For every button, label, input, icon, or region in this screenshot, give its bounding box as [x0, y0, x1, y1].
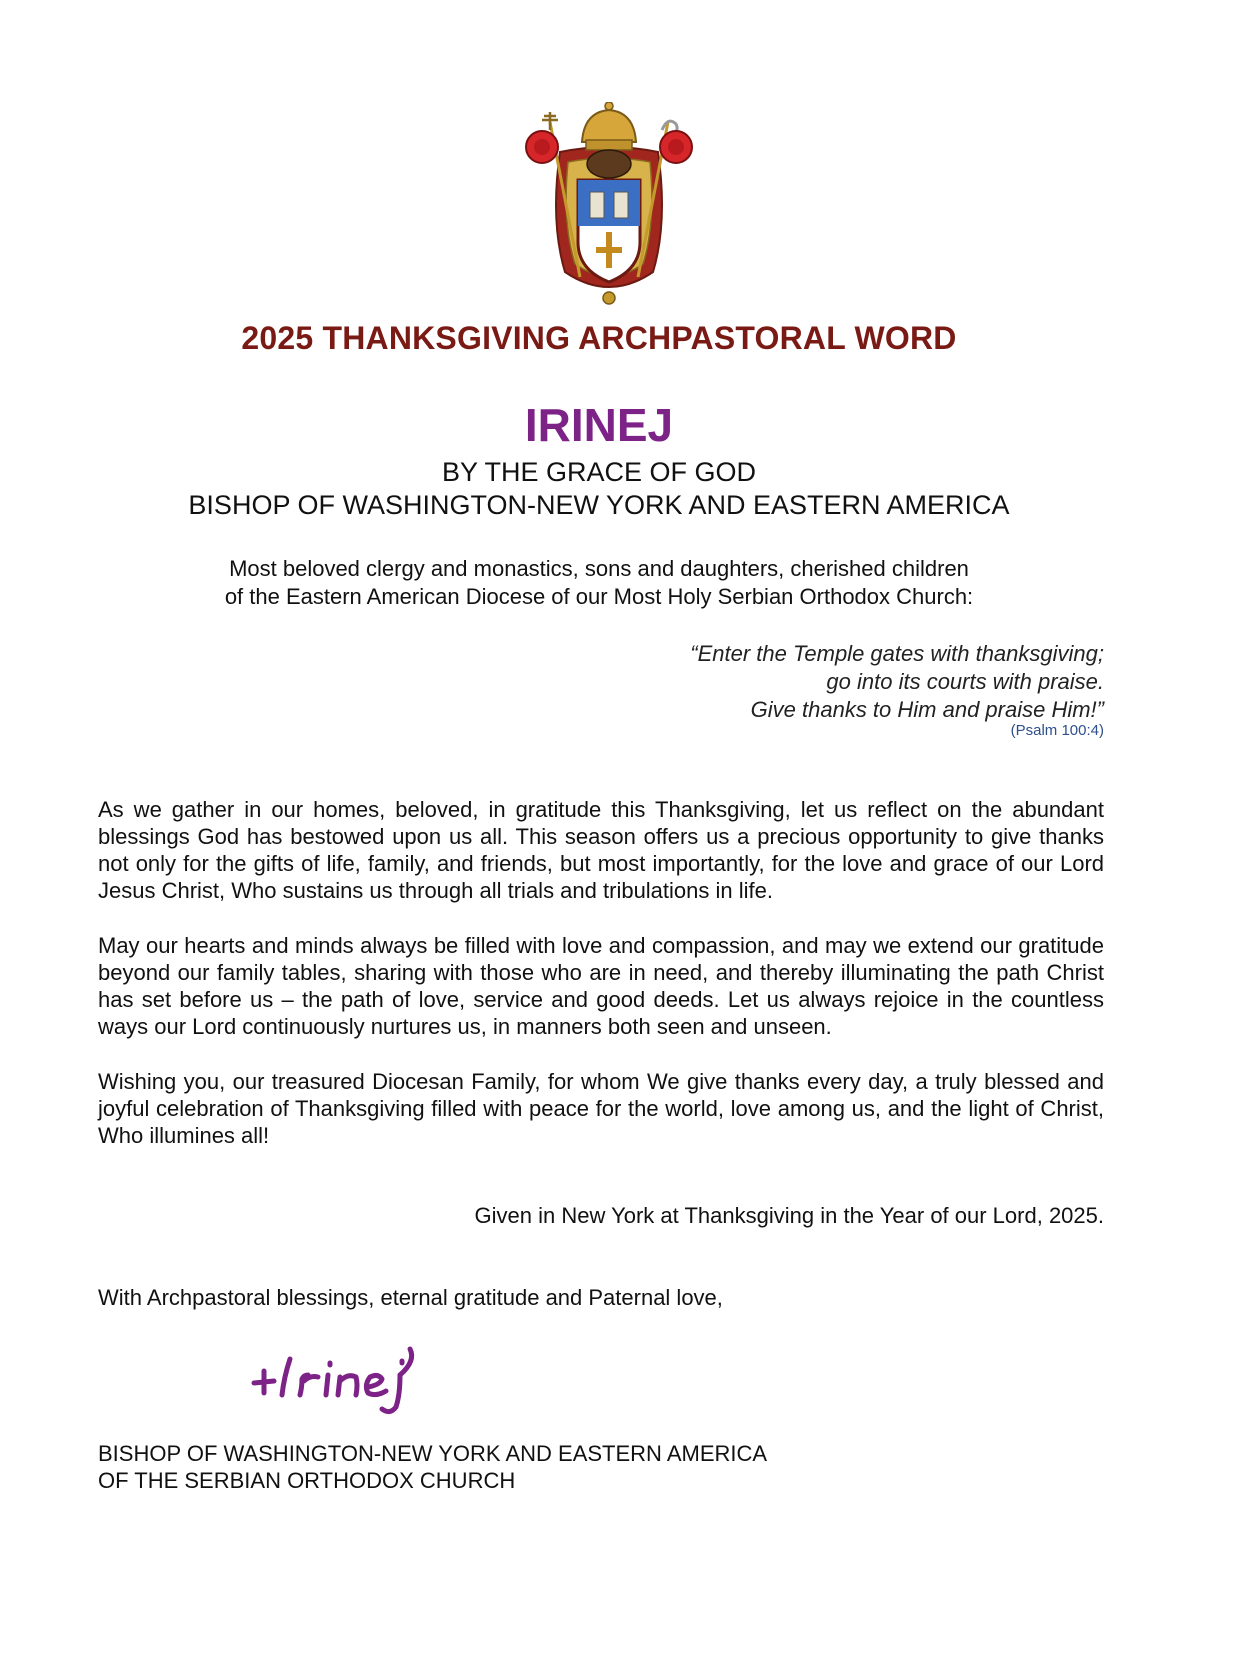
salutation-line-1: Most beloved clergy and monastics, sons and daughters, cherished children: [229, 556, 969, 581]
body-paragraph-1: As we gather in our homes, beloved, in gratitude this Thanksgiving, let us reflect on the abundant blessings God has bestowed upon us all. This season offers us a precious opportunity to give thanks not only for the gifts of life, family, and friends, but most importantly, for the love and grace of our Lord Jesus Christ, Who sustains us through all trials and tribulations in life.: [98, 797, 1104, 903]
epigraph-quote: [500, 640, 1104, 724]
closing-line-2: OF THE SERBIAN ORTHODOX CHURCH: [98, 1468, 516, 1493]
bishop-name: IRINEJ: [524, 399, 674, 451]
blessing-line: With Archpastoral blessings, eternal gratitude and Paternal love,: [98, 1285, 723, 1310]
epigraph-reference: (Psalm 100:4): [1010, 722, 1104, 739]
epigraph-line-3: Give thanks to Him and praise Him!”: [750, 697, 1104, 722]
epigraph-line-2: go into its courts with praise.: [826, 669, 1104, 694]
grace-line-2: BISHOP OF WASHINGTON-NEW YORK AND EASTERN AMERICA: [188, 490, 1010, 520]
coat-of-arms-icon: [520, 102, 698, 310]
closing-line-1: BISHOP OF WASHINGTON-NEW YORK AND EASTERN AMERICA: [98, 1441, 768, 1466]
epigraph-line-1: “Enter the Temple gates with thanksgiving;: [690, 641, 1104, 666]
given-line: Given in New York at Thanksgiving in the Year of our Lord, 2025.: [474, 1203, 1104, 1228]
document-title: 2025 THANKSGIVING ARCHPASTORAL WORD: [241, 320, 957, 356]
closing-title: [98, 1440, 1104, 1494]
salutation: [0, 555, 1198, 611]
body-paragraph-2: May our hearts and minds always be filled with love and compassion, and may we extend our gratitude beyond our family tables, sharing with those who are in need, and thereby illuminating the path Christ has set before us – the path of love, service and good deeds. Let us always rejoice in the countless ways our Lord continuously nurtures us, in manners both seen and unseen.: [98, 933, 1104, 1039]
grace-line-1: BY THE GRACE OF GOD: [441, 457, 757, 487]
body-paragraph-3: Wishing you, our treasured Diocesan Family, for whom We give thanks every day, a truly blessed and joyful celebration of Thanksgiving filled with peace for the world, love among us, and the light of Christ, Who illumines all!: [98, 1069, 1104, 1148]
salutation-line-2: of the Eastern American Diocese of our Most Holy Serbian Orthodox Church:: [224, 584, 974, 609]
signature-icon: [250, 1345, 450, 1415]
bishop-title: [0, 456, 1198, 522]
